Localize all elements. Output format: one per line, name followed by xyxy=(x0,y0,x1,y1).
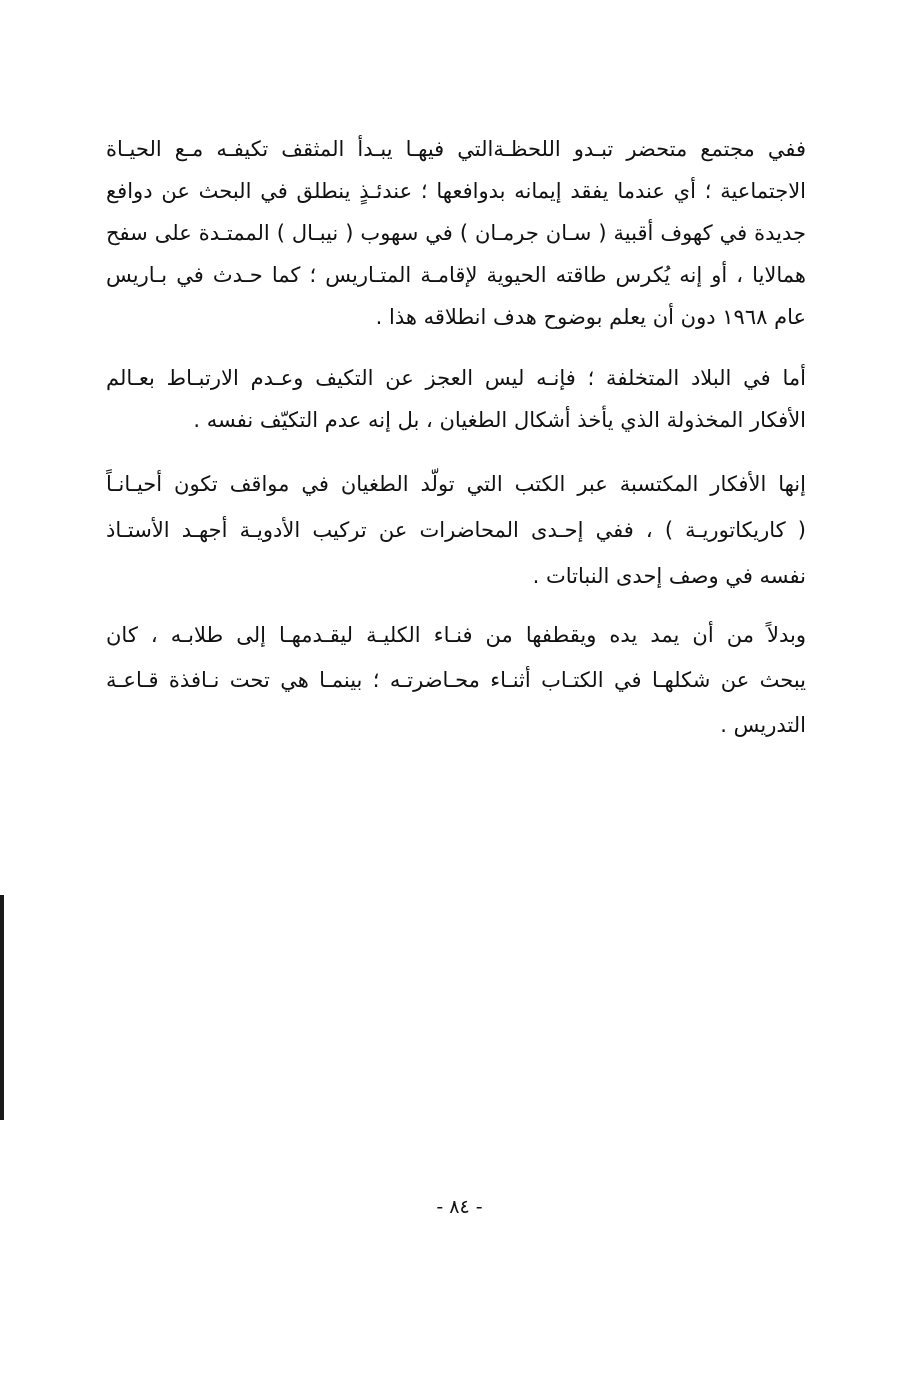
paragraph-4 xyxy=(106,615,806,745)
paragraph-3-line-3: نفسه في وصف إحدى النباتات . xyxy=(532,564,806,588)
paragraph-2-line-2: الأفكار المخذولة الذي يأخذ أشكال الطغيان ، بل إنه عدم التكيّف نفسه . xyxy=(193,408,806,432)
paragraph-4-line-1: وبدلاً من أن يمد يده ويقطفها من فنـاء الكليـة ليقـدمهـا إلى طلابـه ، كان xyxy=(106,623,806,647)
page-number: - ٨٤ - xyxy=(436,1196,483,1218)
paragraph-3-line-1: إنها الأفكار المكتسبة عبر الكتب التي تولّد الطغيان في مواقف تكون أحيـانـاً xyxy=(106,472,806,496)
paragraph-1-line-1: ففي مجتمع متحضر تبـدو اللحظـةالتي فيهـا يبـدأ المثقف تكيفـه مـع الحيـاة xyxy=(106,137,806,161)
paragraph-1-line-3: جديدة في كهوف أقبية ( سـان جرمـان ) في سهوب ( نيبـال ) الممتـدة على سفح xyxy=(106,221,806,245)
paragraph-3-line-2: ( كاريكاتوريـة ) ، ففي إحـدى المحاضرات عن تركيب الأدويـة أجهـد الأستـاذ xyxy=(106,518,806,542)
paragraph-2 xyxy=(106,358,806,440)
paragraph-1 xyxy=(106,129,806,337)
paragraph-2-line-1: أما في البلاد المتخلفة ؛ فإنـه ليس العجز عن التكيف وعـدم الارتبـاط بعـالم xyxy=(106,366,806,390)
paragraph-3 xyxy=(106,464,806,596)
paragraph-4-line-3: التدريس . xyxy=(720,713,806,737)
paragraph-1-line-2: الاجتماعية ؛ أي عندما يفقد إيمانه بدوافعها ؛ عندئـذٍ ينطلق في البحث عن دوافع xyxy=(106,179,806,203)
paragraph-1-line-5: عام ١٩٦٨ دون أن يعلم بوضوح هدف انطلاقه هذا . xyxy=(375,305,806,329)
paragraph-1-line-4: همالايا ، أو إنه يُكرس طاقته الحيوية لإقامـة المتـاريس ؛ كما حـدث في بـاريس xyxy=(106,263,806,287)
scan-edge-shadow xyxy=(0,895,4,1120)
paragraph-4-line-2: يبحث عن شكلهـا في الكتـاب أثنـاء محـاضرتـه ؛ بينمـا هي تحت نـافذة قـاعـة xyxy=(106,668,806,692)
